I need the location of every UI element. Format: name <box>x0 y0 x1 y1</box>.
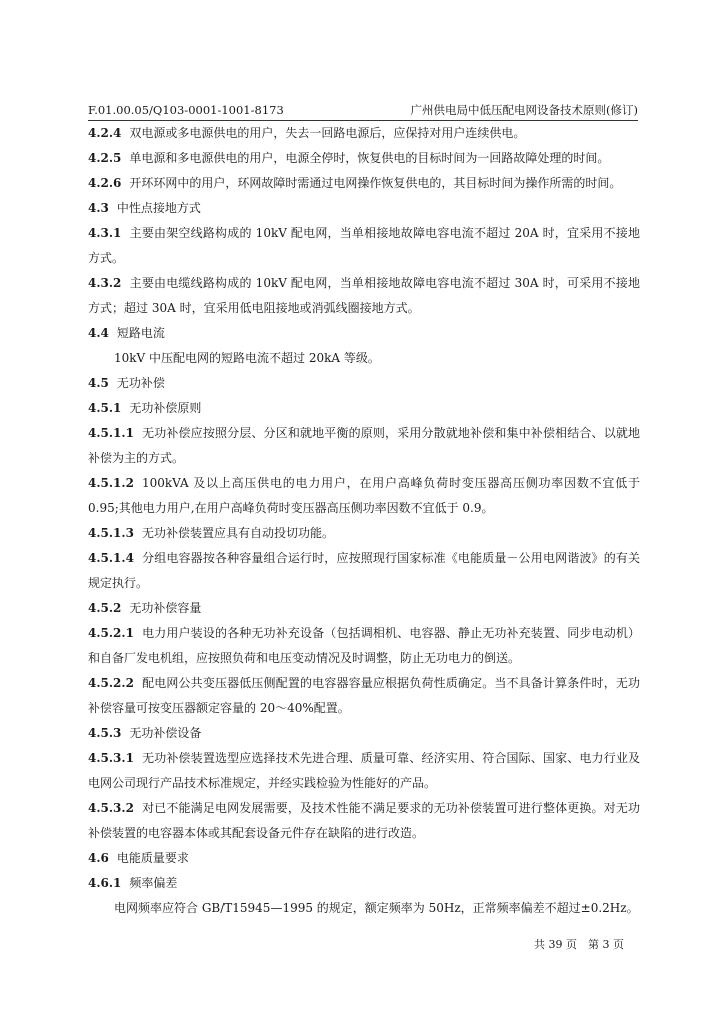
clause-4-5-2: 4.5.2 无功补偿容量 <box>88 601 202 615</box>
document-code: F.01.00.05/Q103-0001-1001-8173 <box>88 103 284 117</box>
section-4-6-heading: 4.6 电能质量要求 <box>88 851 189 865</box>
clause-4-2-4: 4.2.4 双电源或多电源供电的用户，失去一回路电源后，应保持对用户连续供电。 <box>88 126 526 140</box>
clause-4-5-3-1: 4.5.3.1 无功补偿装置选型应选择技术先进合理、质量可靠、经济实用、符合国际、国家、电力行业及电网公司现行产品技术标准规定，并经实践检验为性能好的产品。 <box>88 751 640 790</box>
clause-4-5-1-3: 4.5.1.3 无功补偿装置应具有自动投切功能。 <box>88 526 334 540</box>
clause-4-5-3: 4.5.3 无功补偿设备 <box>88 726 202 740</box>
page-header <box>88 100 638 121</box>
section-4-5-heading: 4.5 无功补偿 <box>88 376 165 390</box>
clause-4-5-1-1: 4.5.1.1 无功补偿应按照分层、分区和就地平衡的原则，采用分散就地补偿和集中补偿相结合、以就地补偿为主的方式。 <box>88 426 640 465</box>
clause-4-5-3-2: 4.5.3.2 对已不能满足电网发展需要，及技术性能不满足要求的无功补偿装置可进行整体更换。对无功补偿装置的电容器本体或其配套设备元件存在缺陷的进行改造。 <box>88 801 640 840</box>
section-4-3-heading: 4.3 中性点接地方式 <box>88 201 201 215</box>
clause-4-5-1-4: 4.5.1.4 分组电容器按各种容量组合运行时，应按照现行国家标准《电能质量－公用电网谐波》的有关规定执行。 <box>88 551 640 590</box>
clause-4-5-1-2: 4.5.1.2 100kVA 及以上高压供电的电力用户，在用户高峰负荷时变压器高压侧功率因数不宜低于 0.95;其他电力用户,在用户高峰负荷时变压器高压侧功率因数不宜低于 0.9。 <box>88 476 640 515</box>
clause-4-2-6: 4.2.6 开环环网中的用户，环网故障时需通过电网操作恢复供电的，其目标时间为操作所需的时间。 <box>88 176 622 190</box>
clause-4-3-2: 4.3.2 主要由电缆线路构成的 10kV 配电网，当单相接地故障电容电流不超过 30A 时，可采用不接地方式；超过 30A 时，宜采用低电阻接地或消弧线圈接地方式。 <box>88 276 640 315</box>
clause-4-2-5: 4.2.5 单电源和多电源供电的用户，电源全停时，恢复供电的目标时间为一回路故障处理的时间。 <box>88 151 610 165</box>
clause-4-5-2-2: 4.5.2.2 配电网公共变压器低压侧配置的电容器容量应根据负荷性质确定。当不具备计算条件时，无功补偿容量可按变压器额定容量的 20～40%配置。 <box>88 676 640 715</box>
section-4-4-heading: 4.4 短路电流 <box>88 326 165 340</box>
clause-4-5-2-1: 4.5.2.1 电力用户装设的各种无功补充设备（包括调相机、电容器、静止无功补充装置、同步电动机）和自备厂发电机组，应按照负荷和电压变动情况及时调整，防止无功电力的倒送。 <box>88 626 640 665</box>
page-footer: 共 39 页 第 3 页 <box>534 938 624 951</box>
frequency-deviation-text: 电网频率应符合 GB/T15945—1995 的规定，额定频率为 50Hz，正常频率偏差不超过±0.2Hz。 <box>114 901 639 915</box>
document-title: 广州供电局中低压配电网设备技术原则(修订) <box>410 103 638 117</box>
short-circuit-text: 10kV 中压配电网的短路电流不超过 20kA 等级。 <box>114 351 380 365</box>
clause-4-3-1: 4.3.1 主要由架空线路构成的 10kV 配电网，当单相接地故障电容电流不超过 20A 时，宜采用不接地方式。 <box>88 226 640 265</box>
page-body <box>88 121 640 921</box>
clause-4-6-1: 4.6.1 频率偏差 <box>88 876 178 890</box>
clause-4-5-1: 4.5.1 无功补偿原则 <box>88 401 202 415</box>
